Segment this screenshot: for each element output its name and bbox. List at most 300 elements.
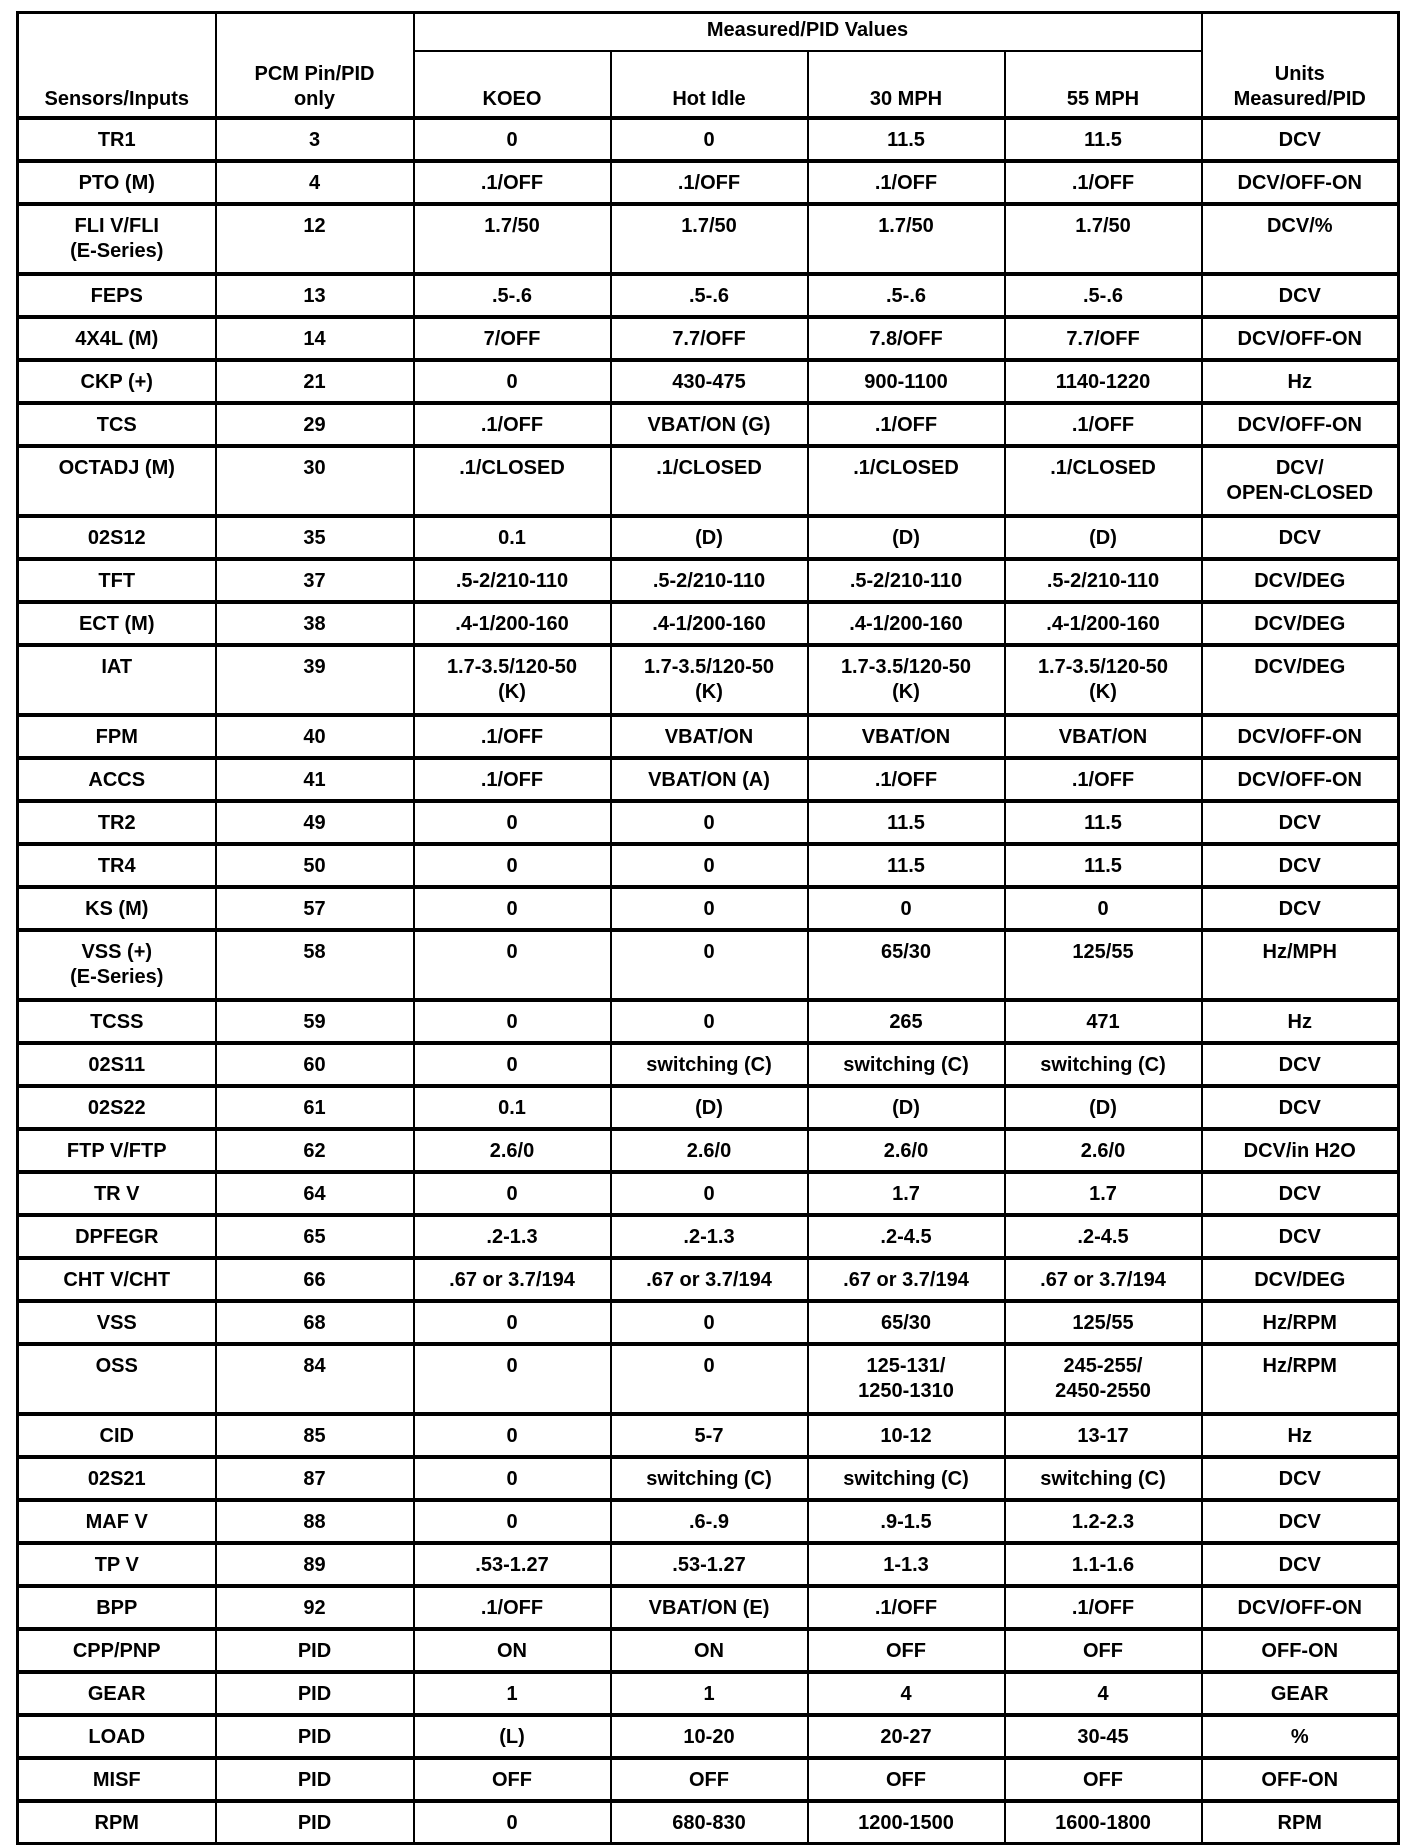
pin-cell: PID xyxy=(216,1801,414,1844)
mph55-cell xyxy=(1005,1215,1202,1258)
sensor-cell-text: TCS xyxy=(96,414,137,436)
header-pcm-pin-line2: only xyxy=(293,88,336,110)
koeo-cell-text: .1/OFF xyxy=(480,726,544,748)
mph30-cell-text: 900-1100 xyxy=(864,371,948,393)
mph30-cell-text: switching (C) xyxy=(843,1468,969,1490)
mph30-cell xyxy=(808,1129,1005,1172)
pin-cell: 37 xyxy=(216,559,414,602)
table-row xyxy=(18,1758,1399,1801)
hot-idle-cell-text: .5-2/210-110 xyxy=(652,570,766,592)
mph55-cell-text: 1.7/50 xyxy=(1075,215,1131,237)
mph30-cell-text: (D) xyxy=(892,1097,920,1119)
header-measured-values: Measured/PID Values xyxy=(414,13,1202,52)
koeo-cell-text: .5-2/210-110 xyxy=(455,570,569,592)
sensor-cell xyxy=(18,1258,216,1301)
pin-cell: 62 xyxy=(216,1129,414,1172)
mph55-cell-text: .4-1/200-160 xyxy=(1046,613,1160,635)
units-cell xyxy=(1202,602,1399,645)
sensor-cell-text: 4X4L (M) xyxy=(75,328,159,350)
sensor-cell xyxy=(18,602,216,645)
mph30-cell-text: 11.5 xyxy=(887,129,925,151)
units-cell xyxy=(1202,1086,1399,1129)
hot-idle-cell-text: 0 xyxy=(703,1355,715,1377)
table-row xyxy=(18,360,1399,403)
mph55-cell xyxy=(1005,1086,1202,1129)
hot-idle-cell xyxy=(611,516,808,559)
units-cell xyxy=(1202,403,1399,446)
hot-idle-cell-text: VBAT/ON (E) xyxy=(648,1597,770,1619)
table-row xyxy=(18,1457,1399,1500)
pin-cell: 57 xyxy=(216,887,414,930)
pin-cell: 58 xyxy=(216,930,414,1000)
koeo-cell-text: .4-1/200-160 xyxy=(455,613,569,635)
mph30-cell-text: 20-27 xyxy=(880,1726,932,1748)
hot-idle-cell xyxy=(611,317,808,360)
units-cell xyxy=(1202,1758,1399,1801)
hot-idle-cell xyxy=(611,602,808,645)
units-cell-text: OFF-ON xyxy=(1261,1640,1339,1662)
hot-idle-cell-text: switching (C) xyxy=(646,1054,772,1076)
mph55-cell-text: (D) xyxy=(1089,1097,1117,1119)
table-row xyxy=(18,645,1399,715)
hot-idle-cell-text: 0 xyxy=(703,1312,715,1334)
pin-cell: 49 xyxy=(216,801,414,844)
mph55-cell-text: 11.5 xyxy=(1084,129,1122,151)
units-cell-text: Hz xyxy=(1287,371,1312,393)
pin-cell: 59 xyxy=(216,1000,414,1043)
units-cell xyxy=(1202,1301,1399,1344)
table-row xyxy=(18,317,1399,360)
units-cell-text: DCV xyxy=(1278,812,1321,834)
koeo-cell-text: (K) xyxy=(498,681,526,703)
mph30-cell-text: 0 xyxy=(900,898,912,920)
hot-idle-cell xyxy=(611,715,808,758)
mph55-cell-text: 30-45 xyxy=(1077,1726,1129,1748)
mph55-cell-text: .1/OFF xyxy=(1071,414,1135,436)
table-row xyxy=(18,161,1399,204)
sensor-cell xyxy=(18,446,216,516)
units-cell-text: DCV xyxy=(1278,1097,1321,1119)
units-cell-text: Hz/RPM xyxy=(1262,1312,1337,1334)
koeo-cell-text: 0.1 xyxy=(498,527,526,549)
mph55-cell xyxy=(1005,1043,1202,1086)
table-row xyxy=(18,1543,1399,1586)
units-cell-text: DCV/ xyxy=(1275,457,1324,479)
koeo-cell xyxy=(414,1000,611,1043)
sensor-cell-text: TR V xyxy=(93,1183,140,1205)
mph55-cell-text: .1/OFF xyxy=(1071,769,1135,791)
koeo-cell xyxy=(414,1715,611,1758)
mph55-cell-text: 4 xyxy=(1097,1683,1109,1705)
sensor-cell-text: DPFEGR xyxy=(75,1226,159,1248)
mph30-cell-text: 65/30 xyxy=(880,1312,932,1334)
pin-cell: 60 xyxy=(216,1043,414,1086)
units-cell xyxy=(1202,1801,1399,1844)
hot-idle-cell-text: .1/CLOSED xyxy=(656,457,762,479)
header-koeo: KOEO xyxy=(414,51,611,118)
hot-idle-cell xyxy=(611,1457,808,1500)
mph55-cell-text: switching (C) xyxy=(1040,1054,1166,1076)
sensor-cell xyxy=(18,758,216,801)
sensor-cell xyxy=(18,1543,216,1586)
units-cell-text: DCV/in H2O xyxy=(1243,1140,1356,1162)
hot-idle-cell-text: .1/OFF xyxy=(677,172,741,194)
koeo-cell xyxy=(414,559,611,602)
units-cell-text: DCV/% xyxy=(1266,215,1333,237)
table-row xyxy=(18,602,1399,645)
koeo-cell-text: 0 xyxy=(506,812,518,834)
koeo-cell xyxy=(414,1129,611,1172)
koeo-cell-text: 7/OFF xyxy=(483,328,541,350)
units-cell xyxy=(1202,844,1399,887)
hot-idle-cell-text: 2.6/0 xyxy=(686,1140,732,1162)
hot-idle-cell xyxy=(611,360,808,403)
koeo-cell-text: 1.7-3.5/120-50 xyxy=(446,656,578,678)
koeo-cell xyxy=(414,317,611,360)
sensor-cell-text: ACCS xyxy=(88,769,146,791)
koeo-cell-text: .1/OFF xyxy=(480,1597,544,1619)
units-cell-text: DCV xyxy=(1278,898,1321,920)
pin-cell: 21 xyxy=(216,360,414,403)
mph55-cell xyxy=(1005,1414,1202,1457)
koeo-cell-text: (L) xyxy=(499,1726,525,1748)
mph55-cell-text: 0 xyxy=(1097,898,1109,920)
mph55-cell xyxy=(1005,887,1202,930)
units-cell xyxy=(1202,715,1399,758)
sensor-cell-text: LOAD xyxy=(88,1726,146,1748)
units-cell xyxy=(1202,1129,1399,1172)
sensor-cell xyxy=(18,844,216,887)
pin-cell: 84 xyxy=(216,1344,414,1414)
units-cell xyxy=(1202,1586,1399,1629)
hot-idle-cell-text: ON xyxy=(694,1640,724,1662)
pin-cell: 89 xyxy=(216,1543,414,1586)
units-cell-text: DCV xyxy=(1278,1226,1321,1248)
hot-idle-cell xyxy=(611,1672,808,1715)
sensor-cell xyxy=(18,1086,216,1129)
koeo-cell-text: .1/OFF xyxy=(480,172,544,194)
sensor-cell xyxy=(18,559,216,602)
koeo-cell xyxy=(414,602,611,645)
sensor-cell xyxy=(18,161,216,204)
mph30-cell xyxy=(808,1043,1005,1086)
hot-idle-cell xyxy=(611,930,808,1000)
koeo-cell-text: 0 xyxy=(506,1425,518,1447)
sensor-cell-text: OSS xyxy=(95,1355,138,1377)
koeo-cell-text: 0 xyxy=(506,941,518,963)
sensor-cell-text: (E-Series) xyxy=(70,966,164,988)
units-cell-text: DCV/DEG xyxy=(1254,1269,1346,1291)
mph30-cell xyxy=(808,1801,1005,1844)
hot-idle-cell-text: (D) xyxy=(695,527,723,549)
mph55-cell-text: switching (C) xyxy=(1040,1468,1166,1490)
header-units xyxy=(1202,13,1399,119)
table-row xyxy=(18,1629,1399,1672)
sensor-cell xyxy=(18,516,216,559)
mph55-cell-text: 2450-2550 xyxy=(1055,1380,1151,1402)
hot-idle-cell xyxy=(611,1086,808,1129)
mph55-cell-text: .67 or 3.7/194 xyxy=(1040,1269,1166,1291)
hot-idle-cell-text: 0 xyxy=(703,898,715,920)
mph55-cell xyxy=(1005,602,1202,645)
sensor-cell-text: TR2 xyxy=(97,812,136,834)
sensor-cell xyxy=(18,645,216,715)
koeo-cell xyxy=(414,1344,611,1414)
koeo-cell-text: 0 xyxy=(506,1011,518,1033)
units-cell-text: DCV xyxy=(1278,129,1321,151)
koeo-cell-text: 1.7/50 xyxy=(484,215,540,237)
units-cell-text: DCV xyxy=(1278,285,1321,307)
hot-idle-cell-text: switching (C) xyxy=(646,1468,772,1490)
units-cell xyxy=(1202,1543,1399,1586)
pin-cell: 40 xyxy=(216,715,414,758)
mph55-cell xyxy=(1005,844,1202,887)
mph55-cell-text: 471 xyxy=(1086,1011,1120,1033)
koeo-cell xyxy=(414,1043,611,1086)
hot-idle-cell xyxy=(611,1500,808,1543)
mph30-cell xyxy=(808,1586,1005,1629)
hot-idle-cell-text: 1.7/50 xyxy=(681,215,737,237)
sensor-cell xyxy=(18,887,216,930)
mph55-cell-text: 245-255/ xyxy=(1063,1355,1143,1377)
sensor-cell xyxy=(18,1129,216,1172)
pin-cell: 61 xyxy=(216,1086,414,1129)
units-cell xyxy=(1202,930,1399,1000)
units-cell xyxy=(1202,559,1399,602)
koeo-cell xyxy=(414,1414,611,1457)
sensor-cell-text: CKP (+) xyxy=(80,371,153,393)
header-sensors: Sensors/Inputs xyxy=(18,13,216,119)
mph30-cell-text: .1/OFF xyxy=(874,172,938,194)
mph30-cell xyxy=(808,161,1005,204)
mph30-cell xyxy=(808,274,1005,317)
sensor-cell xyxy=(18,1043,216,1086)
units-cell xyxy=(1202,758,1399,801)
mph30-cell xyxy=(808,204,1005,274)
hot-idle-cell xyxy=(611,559,808,602)
mph30-cell-text: 65/30 xyxy=(880,941,932,963)
table-row xyxy=(18,403,1399,446)
mph55-cell-text: 1.2-2.3 xyxy=(1071,1511,1135,1533)
mph55-cell-text: OFF xyxy=(1083,1769,1123,1791)
mph55-cell xyxy=(1005,1129,1202,1172)
mph55-cell-text: 2.6/0 xyxy=(1080,1140,1126,1162)
koeo-cell xyxy=(414,1672,611,1715)
table-row xyxy=(18,1258,1399,1301)
hot-idle-cell-text: .4-1/200-160 xyxy=(652,613,766,635)
mph30-cell-text: 1250-1310 xyxy=(858,1380,954,1402)
sensor-cell-text: CID xyxy=(99,1425,134,1447)
sensor-cell xyxy=(18,204,216,274)
koeo-cell xyxy=(414,887,611,930)
sensor-cell-text: FTP V/FTP xyxy=(66,1140,167,1162)
units-cell xyxy=(1202,118,1399,161)
hot-idle-cell xyxy=(611,161,808,204)
sensor-cell-text: OCTADJ (M) xyxy=(58,457,175,479)
sensor-cell xyxy=(18,118,216,161)
mph55-cell xyxy=(1005,317,1202,360)
hot-idle-cell xyxy=(611,1172,808,1215)
table-row xyxy=(18,1129,1399,1172)
sensor-cell xyxy=(18,317,216,360)
pin-cell: 68 xyxy=(216,1301,414,1344)
units-cell xyxy=(1202,204,1399,274)
mph30-cell-text: .1/OFF xyxy=(874,414,938,436)
mph55-cell xyxy=(1005,1000,1202,1043)
hot-idle-cell-text: 5-7 xyxy=(694,1425,724,1447)
mph30-cell-text: .2-4.5 xyxy=(880,1226,932,1248)
koeo-cell xyxy=(414,446,611,516)
mph30-cell xyxy=(808,1000,1005,1043)
mph55-cell-text: 1600-1800 xyxy=(1055,1812,1151,1834)
hot-idle-cell xyxy=(611,1301,808,1344)
mph55-cell xyxy=(1005,446,1202,516)
sensor-cell-text: 02S11 xyxy=(88,1054,146,1076)
koeo-cell xyxy=(414,801,611,844)
koeo-cell-text: 0 xyxy=(506,1812,518,1834)
mph30-cell xyxy=(808,1672,1005,1715)
mph55-cell-text: 1140-1220 xyxy=(1055,371,1151,393)
table-row xyxy=(18,204,1399,274)
hot-idle-cell-text: 0 xyxy=(703,1011,715,1033)
table-row xyxy=(18,801,1399,844)
sensor-cell-text: FEPS xyxy=(90,285,143,307)
mph55-cell-text: .5-.6 xyxy=(1082,285,1124,307)
units-cell xyxy=(1202,1258,1399,1301)
koeo-cell-text: 0 xyxy=(506,371,518,393)
units-cell xyxy=(1202,887,1399,930)
sensor-cell-text: ECT (M) xyxy=(78,613,155,635)
mph30-cell xyxy=(808,645,1005,715)
mph55-cell xyxy=(1005,1301,1202,1344)
mph55-cell xyxy=(1005,1457,1202,1500)
sensor-cell-text: (E-Series) xyxy=(70,240,164,262)
mph55-cell xyxy=(1005,1629,1202,1672)
sensor-cell xyxy=(18,1000,216,1043)
table-row xyxy=(18,1344,1399,1414)
pin-cell: 12 xyxy=(216,204,414,274)
mph30-cell xyxy=(808,1500,1005,1543)
units-cell xyxy=(1202,1043,1399,1086)
mph30-cell-text: (D) xyxy=(892,527,920,549)
mph30-cell xyxy=(808,1301,1005,1344)
units-cell-text: DCV/OFF-ON xyxy=(1237,769,1362,791)
units-cell xyxy=(1202,645,1399,715)
hot-idle-cell xyxy=(611,758,808,801)
pin-cell: 50 xyxy=(216,844,414,887)
hot-idle-cell xyxy=(611,844,808,887)
sensor-cell-text: FPM xyxy=(95,726,138,748)
units-cell-text: DCV/OFF-ON xyxy=(1237,1597,1362,1619)
mph55-cell xyxy=(1005,1258,1202,1301)
table-row xyxy=(18,887,1399,930)
pin-cell: PID xyxy=(216,1672,414,1715)
units-cell-text: % xyxy=(1290,1726,1309,1748)
hot-idle-cell-text: .2-1.3 xyxy=(683,1226,735,1248)
units-cell-text: DCV/DEG xyxy=(1254,656,1346,678)
units-cell-text: DCV xyxy=(1278,1554,1321,1576)
koeo-cell xyxy=(414,930,611,1000)
mph55-cell xyxy=(1005,801,1202,844)
units-cell-text: DCV xyxy=(1278,855,1321,877)
koeo-cell xyxy=(414,1500,611,1543)
mph30-cell xyxy=(808,1457,1005,1500)
units-cell xyxy=(1202,801,1399,844)
hot-idle-cell-text: (D) xyxy=(695,1097,723,1119)
koeo-cell xyxy=(414,645,611,715)
mph55-cell xyxy=(1005,1344,1202,1414)
pin-cell: 30 xyxy=(216,446,414,516)
hot-idle-cell xyxy=(611,1215,808,1258)
mph30-cell-text: 1.7 xyxy=(892,1183,920,1205)
hot-idle-cell xyxy=(611,204,808,274)
sensor-cell xyxy=(18,930,216,1000)
units-cell xyxy=(1202,446,1399,516)
mph55-cell xyxy=(1005,758,1202,801)
table-row xyxy=(18,1672,1399,1715)
units-cell-text: Hz xyxy=(1287,1425,1312,1447)
units-cell xyxy=(1202,1000,1399,1043)
table-row xyxy=(18,844,1399,887)
mph30-cell xyxy=(808,317,1005,360)
mph55-cell-text: .1/CLOSED xyxy=(1050,457,1156,479)
sensor-cell-text: 02S21 xyxy=(87,1468,146,1490)
mph30-cell xyxy=(808,801,1005,844)
koeo-cell-text: 0 xyxy=(506,1355,518,1377)
koeo-cell-text: 1 xyxy=(506,1683,518,1705)
header-pcm-pin xyxy=(216,13,414,119)
hot-idle-cell-text: VBAT/ON (A) xyxy=(648,769,770,791)
mph30-cell-text: .9-1.5 xyxy=(880,1511,932,1533)
koeo-cell xyxy=(414,1543,611,1586)
sensor-cell xyxy=(18,1715,216,1758)
mph30-cell-text: 11.5 xyxy=(887,855,925,877)
koeo-cell-text: 0 xyxy=(506,855,518,877)
sensor-cell xyxy=(18,1629,216,1672)
hot-idle-cell-text: 10-20 xyxy=(683,1726,735,1748)
header-hot-idle: Hot Idle xyxy=(611,51,808,118)
mph30-cell xyxy=(808,1414,1005,1457)
header-units-line1: Units xyxy=(1274,63,1325,85)
pin-cell: 92 xyxy=(216,1586,414,1629)
pin-cell: 64 xyxy=(216,1172,414,1215)
mph30-cell xyxy=(808,516,1005,559)
mph55-cell xyxy=(1005,360,1202,403)
sensor-cell-text: TFT xyxy=(98,570,136,592)
mph55-cell-text: OFF xyxy=(1083,1640,1123,1662)
table-row xyxy=(18,1500,1399,1543)
hot-idle-cell-text: .67 or 3.7/194 xyxy=(646,1269,772,1291)
mph30-cell xyxy=(808,118,1005,161)
sensor-cell-text: PTO (M) xyxy=(78,172,155,194)
koeo-cell-text: 0 xyxy=(506,1312,518,1334)
hot-idle-cell-text: 680-830 xyxy=(672,1812,746,1834)
units-cell-text: DCV xyxy=(1278,1183,1321,1205)
hot-idle-cell-text: 0 xyxy=(703,812,715,834)
mph55-cell xyxy=(1005,403,1202,446)
table-row xyxy=(18,1086,1399,1129)
mph55-cell-text: VBAT/ON xyxy=(1058,726,1148,748)
sensor-cell xyxy=(18,801,216,844)
pin-cell: 87 xyxy=(216,1457,414,1500)
mph30-cell xyxy=(808,1215,1005,1258)
table-row xyxy=(18,1715,1399,1758)
sensor-cell-text: TP V xyxy=(94,1554,139,1576)
mph30-cell xyxy=(808,403,1005,446)
hot-idle-cell xyxy=(611,801,808,844)
hot-idle-cell-text: 0 xyxy=(703,941,715,963)
table-row xyxy=(18,274,1399,317)
